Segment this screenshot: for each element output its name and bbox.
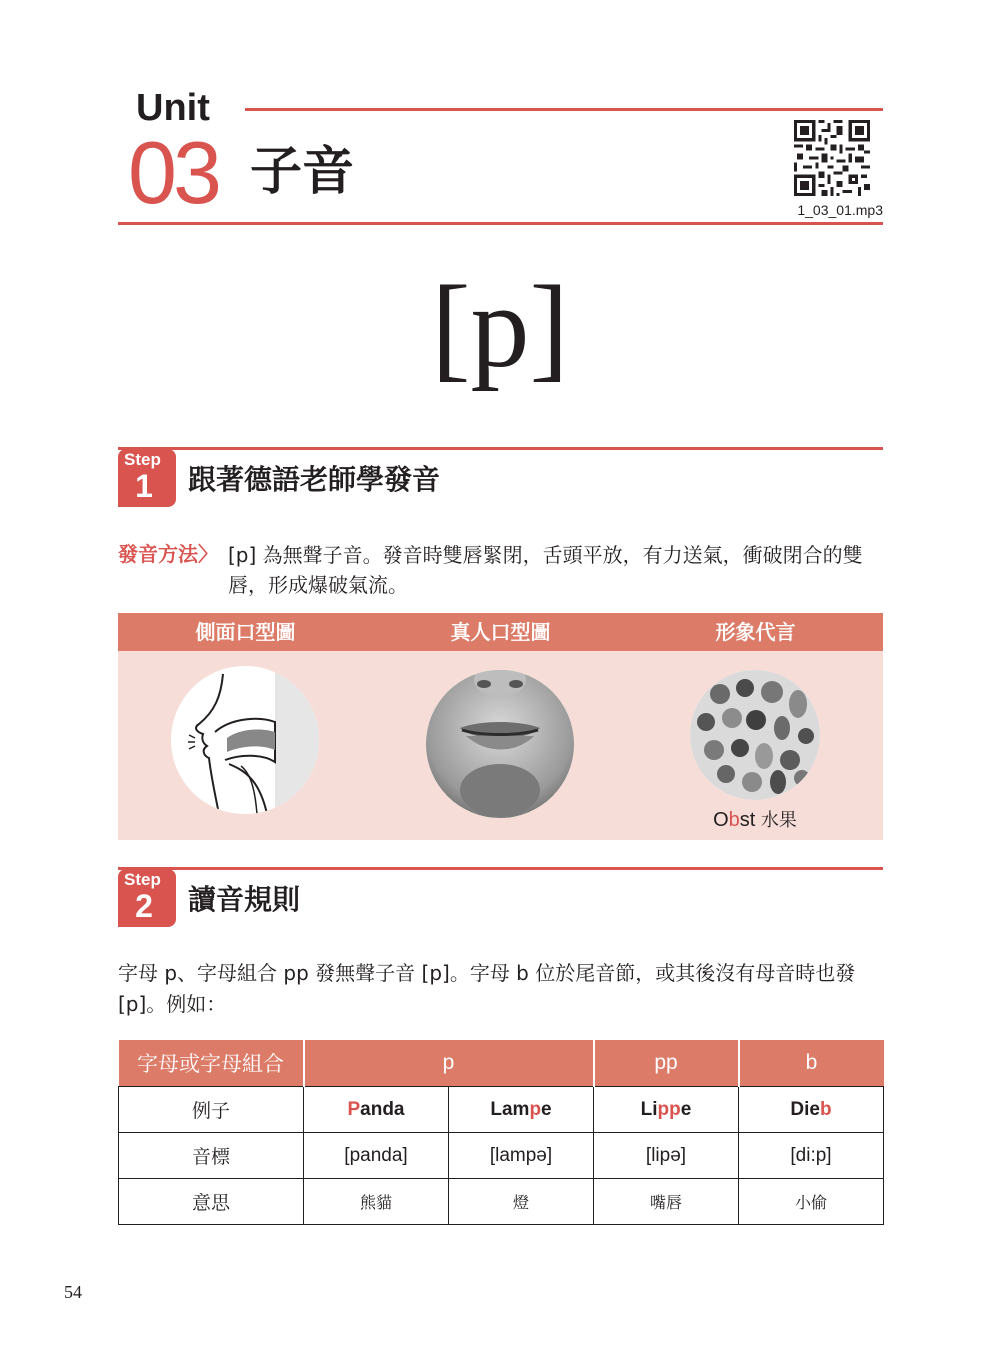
figure-header-mascot: 形象代言 [715, 620, 796, 644]
row-label: 例子 [119, 1087, 304, 1133]
example-word: Dieb [739, 1087, 884, 1133]
phonetic-cell: [panda] [304, 1133, 449, 1179]
unit-title: 子音 [250, 142, 355, 202]
header-rule-top [245, 108, 883, 111]
table-header: b [739, 1040, 884, 1087]
method-label: 發音方法〉 [118, 542, 218, 566]
table-header: p [304, 1040, 594, 1087]
example-word: Panda [304, 1087, 449, 1133]
step1-title: 跟著德語老師學發音 [188, 463, 441, 496]
phonetic-cell: [lampə] [449, 1133, 594, 1179]
fruits-mascot-image [690, 670, 820, 800]
mascot-word-start: O [713, 809, 729, 831]
step2-badge [118, 869, 176, 927]
method-text-body: [p] 為無聲子音。發音時雙唇緊閉，舌頭平放，有力送氣，衝破閉合的雙唇，形成爆破氣流。 [228, 543, 863, 597]
table-header-row [119, 1040, 884, 1087]
table-row [119, 1179, 884, 1225]
phonetic-cell: [di:p] [739, 1133, 884, 1179]
example-word: Lampe [449, 1087, 594, 1133]
step1-badge [118, 449, 176, 507]
phoneme-heading: [p] [431, 261, 569, 392]
audio-file-label: 1_03_01.mp3 [797, 202, 883, 218]
table-row [119, 1133, 884, 1179]
step2-rule [118, 867, 883, 870]
step1-rule [118, 447, 883, 450]
step2-number: 2 [135, 888, 153, 924]
table-row [119, 1087, 884, 1133]
page-number: 54 [64, 1282, 82, 1302]
step1-word: Step [124, 450, 161, 469]
meaning-cell: 嘴唇 [594, 1179, 739, 1225]
unit-label: Unit [136, 87, 210, 129]
figure-header-side-view: 側面口型圖 [195, 620, 296, 644]
header-rule-bottom [118, 222, 883, 225]
reading-rule-text: 字母 p、字母組合 pp 發無聲子音 [p]。字母 b 位於尾音節，或其後沒有母音時也發 [p]。例如： [118, 961, 856, 1016]
mascot-word-highlight: b [728, 809, 740, 831]
table-header: pp [594, 1040, 739, 1087]
example-word: Lippe [594, 1087, 739, 1133]
real-mouth-photo [426, 670, 574, 818]
example-table [118, 1040, 884, 1225]
unit-number: 03 [128, 123, 218, 222]
mascot-word-end: st [739, 809, 756, 831]
row-label: 意思 [119, 1179, 304, 1225]
row-label: 音標 [119, 1133, 304, 1179]
step2-word: Step [124, 870, 161, 889]
side-mouth-diagram [171, 666, 319, 814]
figure-header-real-mouth: 真人口型圖 [450, 620, 551, 644]
qr-code-icon[interactable] [794, 120, 870, 196]
meaning-cell: 小偷 [739, 1179, 884, 1225]
phonetic-cell: [lipə] [594, 1133, 739, 1179]
method-text [228, 540, 888, 600]
mascot-meaning: 水果 [760, 810, 797, 831]
step2-title: 讀音規則 [188, 883, 301, 916]
meaning-cell: 熊貓 [304, 1179, 449, 1225]
step1-number: 1 [135, 468, 153, 504]
table-header: 字母或字母組合 [119, 1040, 304, 1087]
mascot-caption [690, 806, 820, 832]
meaning-cell: 燈 [449, 1179, 594, 1225]
